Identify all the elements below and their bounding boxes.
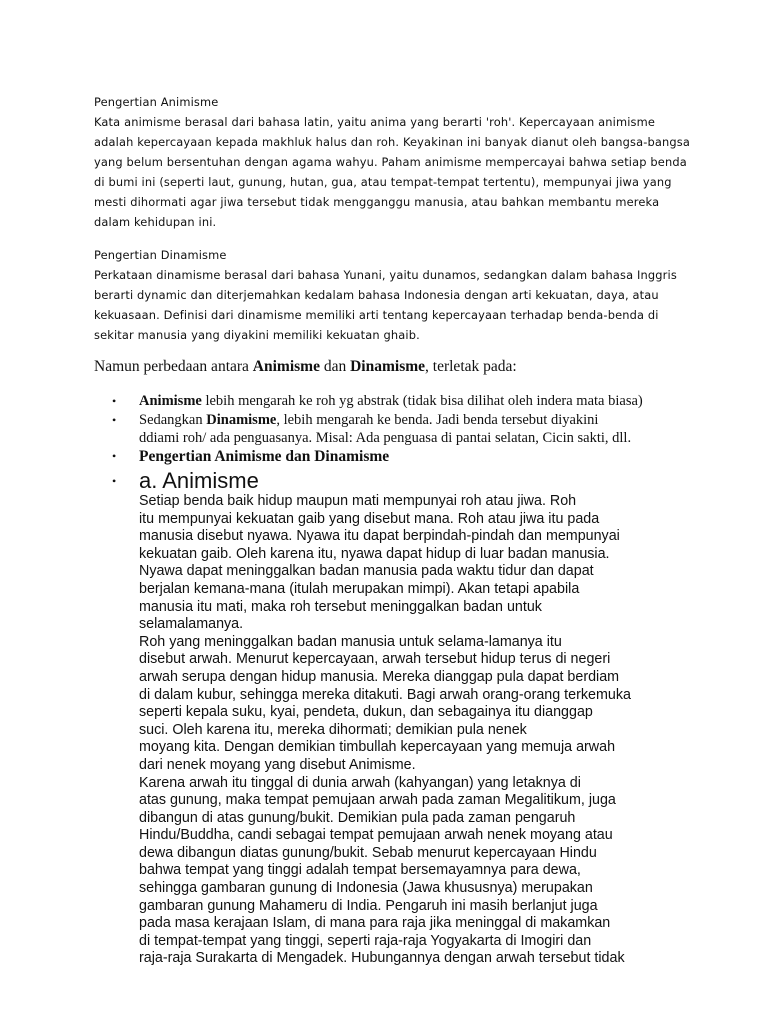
comparison-list bbox=[112, 392, 739, 448]
animisme-section-title: Pengertian Animisme bbox=[94, 95, 219, 109]
bullet-icon: • bbox=[112, 394, 117, 408]
comparison-intro bbox=[94, 357, 517, 377]
intro-text: , terletak pada: bbox=[425, 358, 517, 375]
body-line: bahwa tempat yang tinggi adalah tempat bersemayamnya para dewa, bbox=[139, 862, 581, 879]
paragraph-line: Perkataan dinamisme berasal dari bahasa Yunani, yaitu dunamos, sedangkan dalam bahasa Inggris bbox=[94, 268, 677, 282]
intro-text: dan bbox=[319, 358, 351, 375]
list-item-text: , lebih mengarah ke benda. Jadi benda tersebut diyakini bbox=[276, 411, 599, 428]
body-line: seperti kepala suku, kyai, pendeta, dukun, dan sebagainya itu dianggap bbox=[139, 704, 593, 721]
body-line: raja-raja Surakarta di Mengadek. Hubungannya dengan arwah tersebut tidak bbox=[139, 950, 625, 967]
body-line: Karena arwah itu tinggal di dunia arwah (kahyangan) yang letaknya di bbox=[139, 774, 581, 791]
body-line: di dalam kubur, sehingga mereka ditakuti. Bagi arwah orang-orang terkemuka bbox=[139, 686, 631, 703]
body-line: dewa dibangun diatas gunung/bukit. Sebab menurut kepercayaan Hindu bbox=[139, 844, 597, 861]
section-heading-animisme: a. Animisme bbox=[139, 468, 259, 493]
list-item-term: Dinamisme bbox=[206, 411, 277, 428]
body-line: disebut arwah. Menurut kepercayaan, arwah tersebut hidup terus di negeri bbox=[139, 651, 611, 668]
list-item bbox=[112, 411, 739, 448]
list-item-text: lebih mengarah ke roh yg abstrak (tidak bisa dilihat oleh indera mata biasa) bbox=[201, 393, 643, 409]
body-line: suci. Oleh karena itu, mereka dihormati; demikian pula nenek bbox=[139, 721, 527, 738]
body-line: arwah serupa dengan hidup manusia. Mereka dianggap pula dapat berdiam bbox=[139, 668, 620, 685]
paragraph-line: sekitar manusia yang diyakini memiliki kekuatan ghaib. bbox=[94, 328, 420, 342]
intro-term-dinamisme: Dinamisme bbox=[350, 358, 426, 375]
body-line: manusia itu mati, maka roh tersebut meninggalkan badan untuk bbox=[139, 598, 542, 615]
body-line: gambaran gunung Mahameru di India. Pengaruh ini masih berlanjut juga bbox=[139, 897, 598, 914]
animisme-section-text bbox=[94, 112, 714, 232]
paragraph-line: di bumi ini (seperti laut, gunung, hutan, gua, atau tempat-tempat tertentu), mempunyai jiwa yang bbox=[94, 175, 672, 189]
paragraph-line: kekuasaan. Definisi dari dinamisme memiliki arti tentang kepercayaan terhadap benda-benda di bbox=[94, 308, 659, 322]
body-line: manusia disebut nyawa. Nyawa itu dapat berpindah-pindah dan mempunyai bbox=[139, 528, 620, 545]
paragraph-line: mesti dihormati agar jiwa tersebut tidak mengganggu manusia, atau bahkan membantu mereka bbox=[94, 195, 660, 209]
dinamisme-definition-section bbox=[94, 245, 714, 345]
list-item-text: Sedangkan bbox=[139, 411, 207, 428]
bullet-icon: • bbox=[112, 412, 117, 427]
body-line: pada masa kerajaan Islam, di mana para raja jika meninggal di makamkan bbox=[139, 915, 611, 932]
intro-text: Namun perbedaan antara bbox=[94, 358, 253, 375]
bullet-icon: • bbox=[112, 474, 117, 488]
paragraph-line: adalah kepercayaan kepada makhluk halus dan roh. Keyakinan ini banyak dianut oleh bangsa-bangsa bbox=[94, 135, 690, 149]
bullet-icon: • bbox=[112, 449, 117, 463]
animisme-definition-section bbox=[94, 92, 714, 232]
paragraph-line: Kata animisme berasal dari bahasa latin, yaitu anima yang berarti 'roh'. Kepercayaan animisme bbox=[94, 115, 656, 129]
body-line: Roh yang meninggalkan badan manusia untuk selama-lamanya itu bbox=[139, 633, 562, 650]
animisme-body-text bbox=[139, 493, 759, 968]
list-item-term: Animisme bbox=[139, 393, 202, 409]
dinamisme-section-title: Pengertian Dinamisme bbox=[94, 248, 227, 262]
body-line: Nyawa dapat meninggalkan badan manusia pada waktu tidur dan dapat bbox=[139, 563, 594, 580]
body-line: selamalamanya. bbox=[139, 616, 244, 633]
body-line: dibangun di atas gunung/bukit. Demikian pula pada zaman pengaruh bbox=[139, 809, 576, 826]
body-line: sehingga gambaran gunung di Indonesia (Jawa khususnya) merupakan bbox=[139, 880, 593, 897]
body-line: moyang kita. Dengan demikian timbullah kepercayaan yang memuja arwah bbox=[139, 739, 616, 756]
body-line: dari nenek moyang yang disebut Animisme. bbox=[139, 756, 416, 773]
body-line: di tempat-tempat yang tinggi, seperti raja-raja Yogyakarta di Imogiri dan bbox=[139, 932, 592, 949]
body-line: Hindu/Buddha, candi sebagai tempat pemujaan arwah nenek moyang atau bbox=[139, 827, 613, 844]
dinamisme-section-text bbox=[94, 265, 714, 345]
paragraph-line: berarti dynamic dan diterjemahkan kedalam bahasa Indonesia dengan arti kekuatan, daya, atau bbox=[94, 288, 659, 302]
list-item bbox=[112, 392, 739, 411]
list-item-text: ddiami roh/ ada penguasanya. Misal: Ada penguasa di pantai selatan, Cicin sakti, dll. bbox=[139, 430, 632, 446]
paragraph-line: yang belum bersentuhan dengan agama wahyu. Paham animisme mempercayai bahwa setiap benda bbox=[94, 155, 687, 169]
body-line: atas gunung, maka tempat pemujaan arwah pada zaman Megalitikum, juga bbox=[139, 792, 616, 809]
body-line: berjalan kemana-mana (itulah merupakan mimpi). Akan tetapi apabila bbox=[139, 580, 580, 597]
main-heading: Pengertian Animisme dan Dinamisme bbox=[139, 448, 390, 465]
body-line: kekuatan gaib. Oleh karena itu, nyawa dapat hidup di luar badan manusia. bbox=[139, 545, 610, 562]
body-line: itu mempunyai kekuatan gaib yang disebut mana. Roh atau jiwa itu pada bbox=[139, 510, 600, 527]
paragraph-line: dalam kehidupan ini. bbox=[94, 215, 217, 229]
intro-term-animisme: Animisme bbox=[252, 358, 320, 375]
body-line: Setiap benda baik hidup maupun mati mempunyai roh atau jiwa. Roh bbox=[139, 493, 577, 509]
